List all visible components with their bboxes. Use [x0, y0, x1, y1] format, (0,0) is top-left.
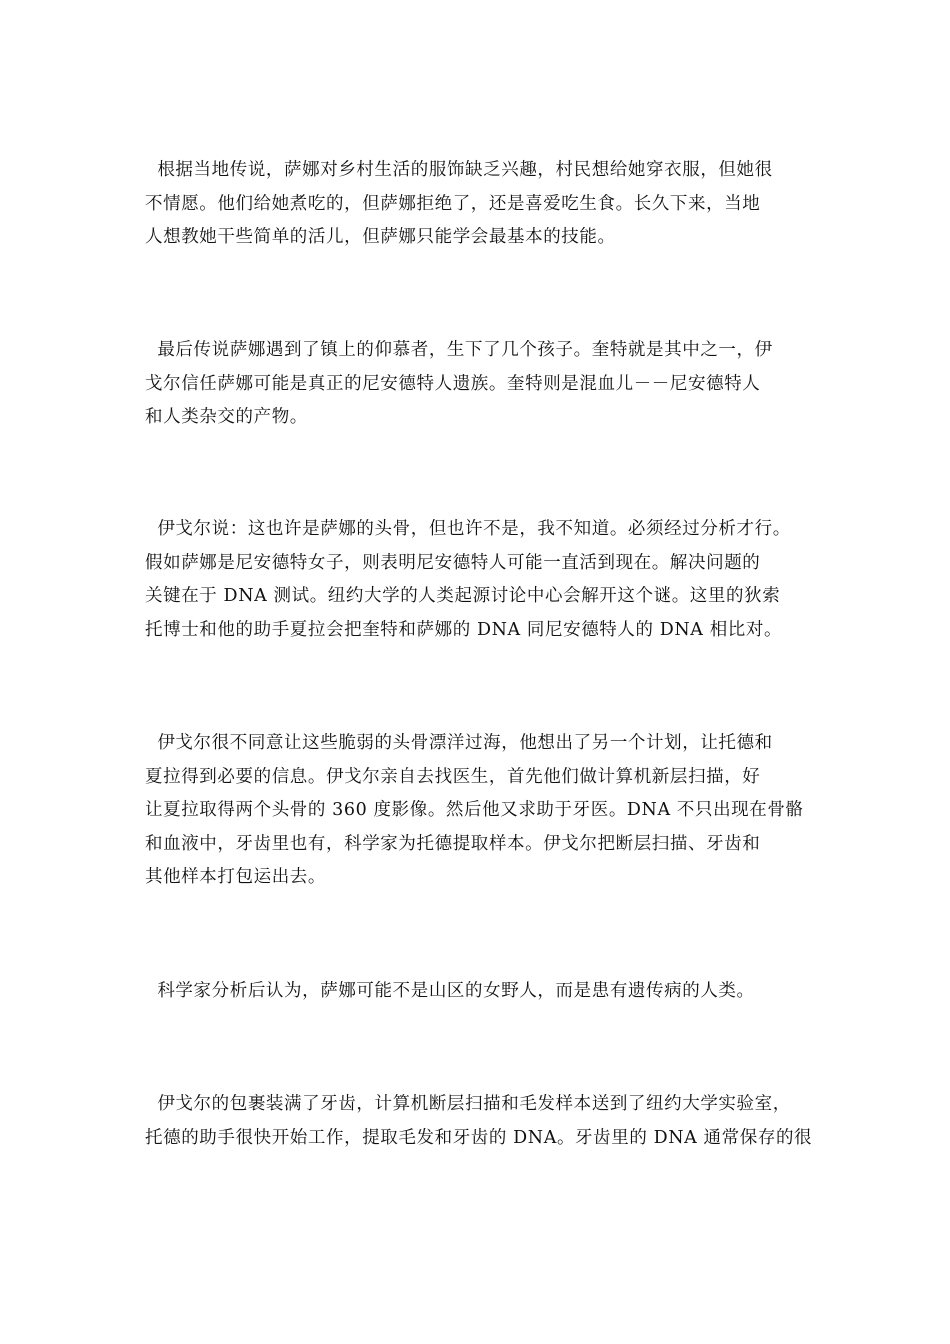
text-line: 夏拉得到必要的信息。伊戈尔亲自去找医生，首先他们做计算机新层扫描，好 [145, 766, 761, 787]
text-line: 托德的助手很快开始工作，提取毛发和牙齿的 DNA。牙齿里的 DNA 通常保存的很 [145, 1127, 813, 1148]
text-line: 根据当地传说，萨娜对乡村生活的服饰缺乏兴趣，村民想给她穿衣服，但她很 [145, 160, 773, 180]
paragraph-legend-of-sana [145, 154, 835, 255]
text-line: 其他样本打包运出去。 [145, 867, 326, 887]
text-line: 戈尔信任萨娜可能是真正的尼安德特人遗族。奎特则是混血儿－－尼安德特人 [145, 373, 761, 394]
text-line: 不情愿。他们给她煮吃的，但萨娜拒绝了，还是喜爱吃生食。长久下来，当地 [145, 193, 761, 214]
text-line: 科学家分析后认为，萨娜可能不是山区的女野人，而是患有遗传病的人类。 [145, 981, 755, 1001]
paragraph-sana-children [145, 334, 835, 435]
text-line: 人想教她干些简单的活儿，但萨娜只能学会最基本的技能。 [145, 227, 616, 247]
paragraph-package-lab [145, 1088, 835, 1155]
paragraph-scientist-conclusion [145, 975, 835, 1009]
text-line: 让夏拉取得两个头骨的 360 度影像。然后他又求助于牙医。DNA 不只出现在骨骼 [145, 800, 804, 820]
text-line: 最后传说萨娜遇到了镇上的仰慕者，生下了几个孩子。奎特就是其中之一，伊 [145, 340, 773, 360]
text-line: 伊戈尔的包裹装满了牙齿，计算机断层扫描和毛发样本送到了纽约大学实验室， [145, 1094, 791, 1114]
text-line: 关键在于 DNA 测试。纽约大学的人类起源讨论中心会解开这个谜。这里的狄索 [145, 586, 781, 606]
text-line: 伊戈尔说：这也许是萨娜的头骨，但也许不是，我不知道。必须经过分析才行。 [145, 519, 791, 539]
paragraph-igor-skull [145, 513, 835, 647]
text-line: 和人类杂交的产物。 [145, 407, 308, 427]
text-line: 假如萨娜是尼安德特女子，则表明尼安德特人可能一直活到现在。解决问题的 [145, 552, 761, 573]
text-line: 伊戈尔很不同意让这些脆弱的头骨漂洋过海，他想出了另一个计划，让托德和 [145, 733, 773, 753]
text-line: 托博士和他的助手夏拉会把奎特和萨娜的 DNA 同尼安德特人的 DNA 相比对。 [145, 619, 783, 640]
paragraph-igor-plan [145, 727, 835, 895]
text-line: 和血液中，牙齿里也有，科学家为托德提取样本。伊戈尔把断层扫描、牙齿和 [145, 833, 761, 854]
